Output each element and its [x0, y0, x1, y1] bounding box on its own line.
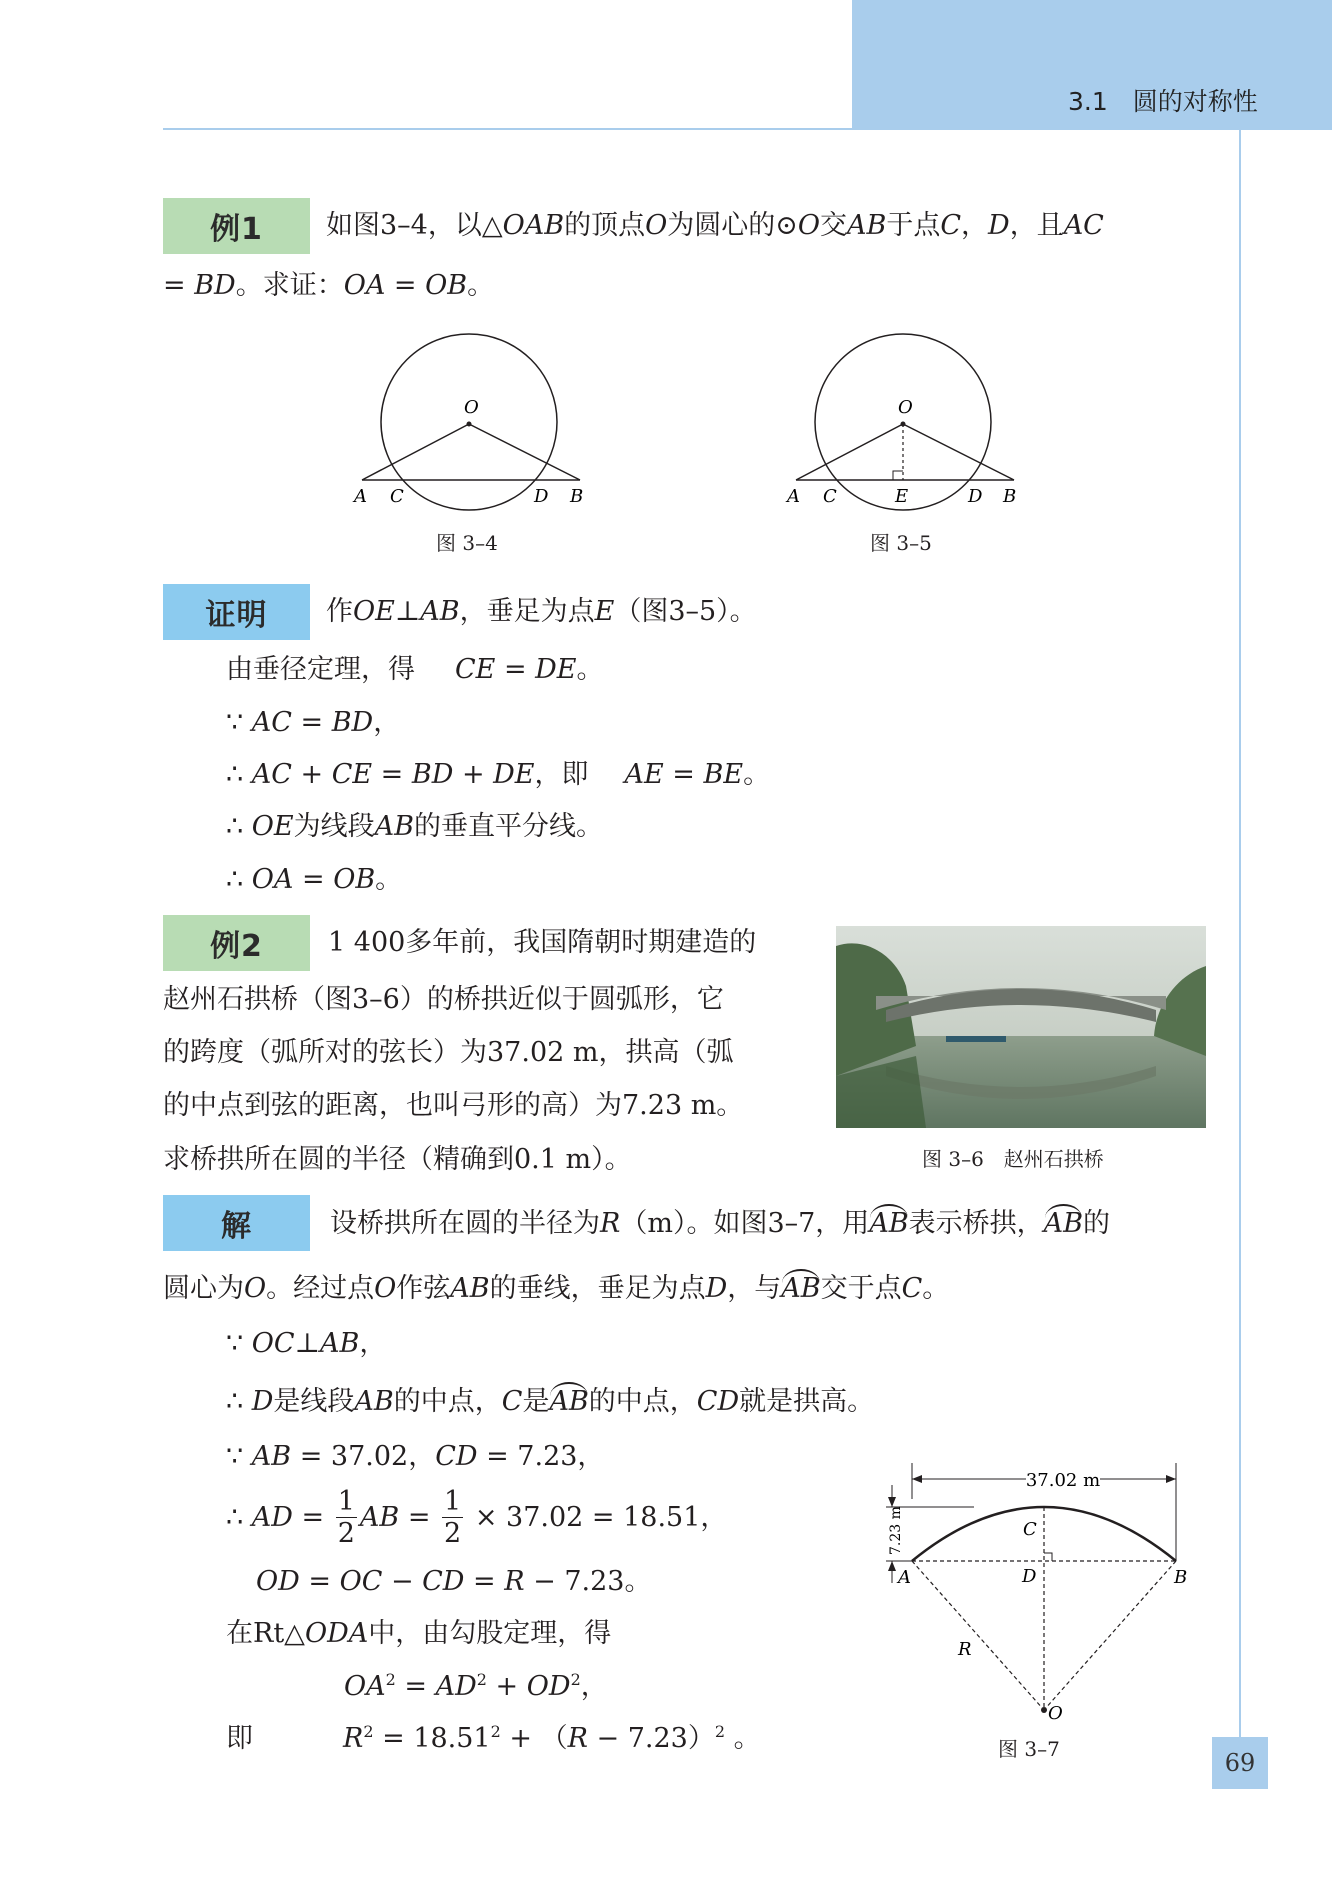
solution-line3: ∵ OC⊥AB，: [226, 1328, 387, 1359]
example2-line1: 1 400多年前，我国隋朝时期建造的: [328, 927, 757, 958]
example1-line2: = BD。求证：OA = OB。: [163, 270, 495, 301]
solution-line1: 设桥拱所在圆的半径为R（m）。如图3–7，用AB表示桥拱，AB的: [330, 1208, 1110, 1239]
fig37-label-c: C: [1023, 1519, 1037, 1540]
solution-line8: 在Rt△ODA中，由勾股定理，得: [226, 1618, 612, 1649]
solution-line4: ∴ D是线段AB的中点，C是AB的中点，CD就是拱高。: [226, 1386, 875, 1417]
fig37-span-arrow-left: [912, 1475, 922, 1483]
example1-tag: 例1: [163, 198, 310, 254]
example2-line3: 的跨度（弧所对的弦长）为37.02 m，拱高（弧: [163, 1037, 734, 1068]
example2-line2: 赵州石拱桥（图3–6）的桥拱近似于圆弧形，它: [163, 984, 724, 1015]
photo-boat: [946, 1036, 1006, 1042]
solution-line9: $OA^2 = AD^2 + OD^2$，: [344, 1670, 608, 1702]
fig35-label-c: C: [823, 486, 837, 507]
fig34-label-d: D: [534, 486, 549, 507]
fig34-segment-oa: [362, 424, 469, 480]
fraction-one-half-2: $\frac{1}{2}$: [444, 1486, 462, 1549]
fraction-one-half-1: $\frac{1}{2}$: [337, 1486, 355, 1549]
fig35-label-a: A: [787, 486, 800, 507]
page-number: 69: [1212, 1737, 1268, 1789]
proof-tag: 证明: [163, 584, 310, 640]
solution-line2: 圆心为O。经过点O作弦AB的垂线，垂足为点D，与AB交于点C。: [163, 1273, 950, 1304]
fig34-caption: 图 3–4: [436, 531, 498, 555]
solution-line7: OD = OC − CD = R − 7.23。: [256, 1566, 652, 1597]
fig37-label-o: O: [1048, 1703, 1063, 1724]
example2-line4: 的中点到弦的距离，也叫弓形的高）为7.23 m。: [163, 1090, 744, 1121]
solution-line5: ∵ AB = 37.02，CD = 7.23，: [226, 1441, 605, 1472]
section-title: 3.1 圆的对称性: [1068, 87, 1258, 116]
fig35-segment-ob: [903, 424, 1014, 480]
fig34-segment-ob: [469, 424, 580, 480]
proof-line1: 作OE⊥AB，垂足为点E（图3–5）。: [326, 596, 757, 627]
fig34-center-dot: [467, 422, 472, 427]
proof-line6: ∴ OA = OB。: [226, 864, 403, 895]
header-rule: [163, 128, 853, 130]
fig34-label-o: O: [464, 397, 479, 418]
figure-3-6-photo: [836, 926, 1206, 1128]
proof-line4: ∴ AC + CE = BD + DE，即 AE = BE。: [226, 759, 771, 790]
fig37-label-b: B: [1174, 1567, 1188, 1588]
fig37-radius-ob: [1044, 1561, 1176, 1710]
figure-3-7: [870, 1455, 1200, 1740]
solution-line6: ∴ AD = $\frac{1}{2}$ AB = $\frac{1}{2}$ × 37.02 = 18.51，: [226, 1486, 728, 1549]
fig37-span-label: 37.02 m: [1025, 1470, 1101, 1491]
example1-line1: 如图3–4，以△OAB的顶点O为圆心的⊙O交AB于点C，D，且AC: [326, 210, 1104, 241]
proof-line2: 由垂径定理，得 CE = DE。: [226, 654, 604, 685]
fig37-label-r: R: [958, 1639, 972, 1660]
fig36-caption: 图 3–6 赵州石拱桥: [922, 1147, 1104, 1171]
fig35-label-o: O: [898, 397, 913, 418]
right-margin-rule: [1239, 130, 1241, 1780]
fig37-right-angle: [1044, 1553, 1052, 1561]
solution-tag: 解: [163, 1195, 310, 1251]
fig34-label-c: C: [390, 486, 404, 507]
figure-3-4: [340, 328, 600, 518]
fig35-right-angle: [893, 471, 903, 480]
fig37-height-label: 7.23 m: [888, 1506, 904, 1555]
fig35-caption: 图 3–5: [870, 531, 932, 555]
fig35-segment-oa: [796, 424, 903, 480]
fig35-label-e: E: [895, 486, 909, 507]
fig35-label-d: D: [968, 486, 983, 507]
example2-tag: 例2: [163, 915, 310, 971]
fig34-label-a: A: [354, 486, 367, 507]
figure-3-5: [775, 328, 1035, 518]
fig35-center-dot: [901, 422, 906, 427]
proof-line3: ∵ AC = BD，: [226, 707, 401, 738]
example2-line5: 求桥拱所在圆的半径（精确到0.1 m）。: [163, 1144, 632, 1175]
fig37-height-arrow-bottom: [888, 1561, 896, 1571]
fig37-span-arrow-right: [1166, 1475, 1176, 1483]
solution-line10: 即 $R^2 = 18.51^2 + (R - 7.23)^2$ 。: [226, 1722, 761, 1754]
fig34-label-b: B: [570, 486, 584, 507]
fig37-height-arrow-top: [888, 1497, 896, 1507]
fig35-label-b: B: [1003, 486, 1017, 507]
proof-line5: ∴ OE为线段AB的垂直平分线。: [226, 811, 603, 842]
fig37-caption: 图 3–7: [998, 1737, 1060, 1761]
fig37-label-d: D: [1022, 1566, 1037, 1587]
fig37-center-dot: [1041, 1707, 1047, 1713]
fig37-label-a: A: [898, 1567, 911, 1588]
